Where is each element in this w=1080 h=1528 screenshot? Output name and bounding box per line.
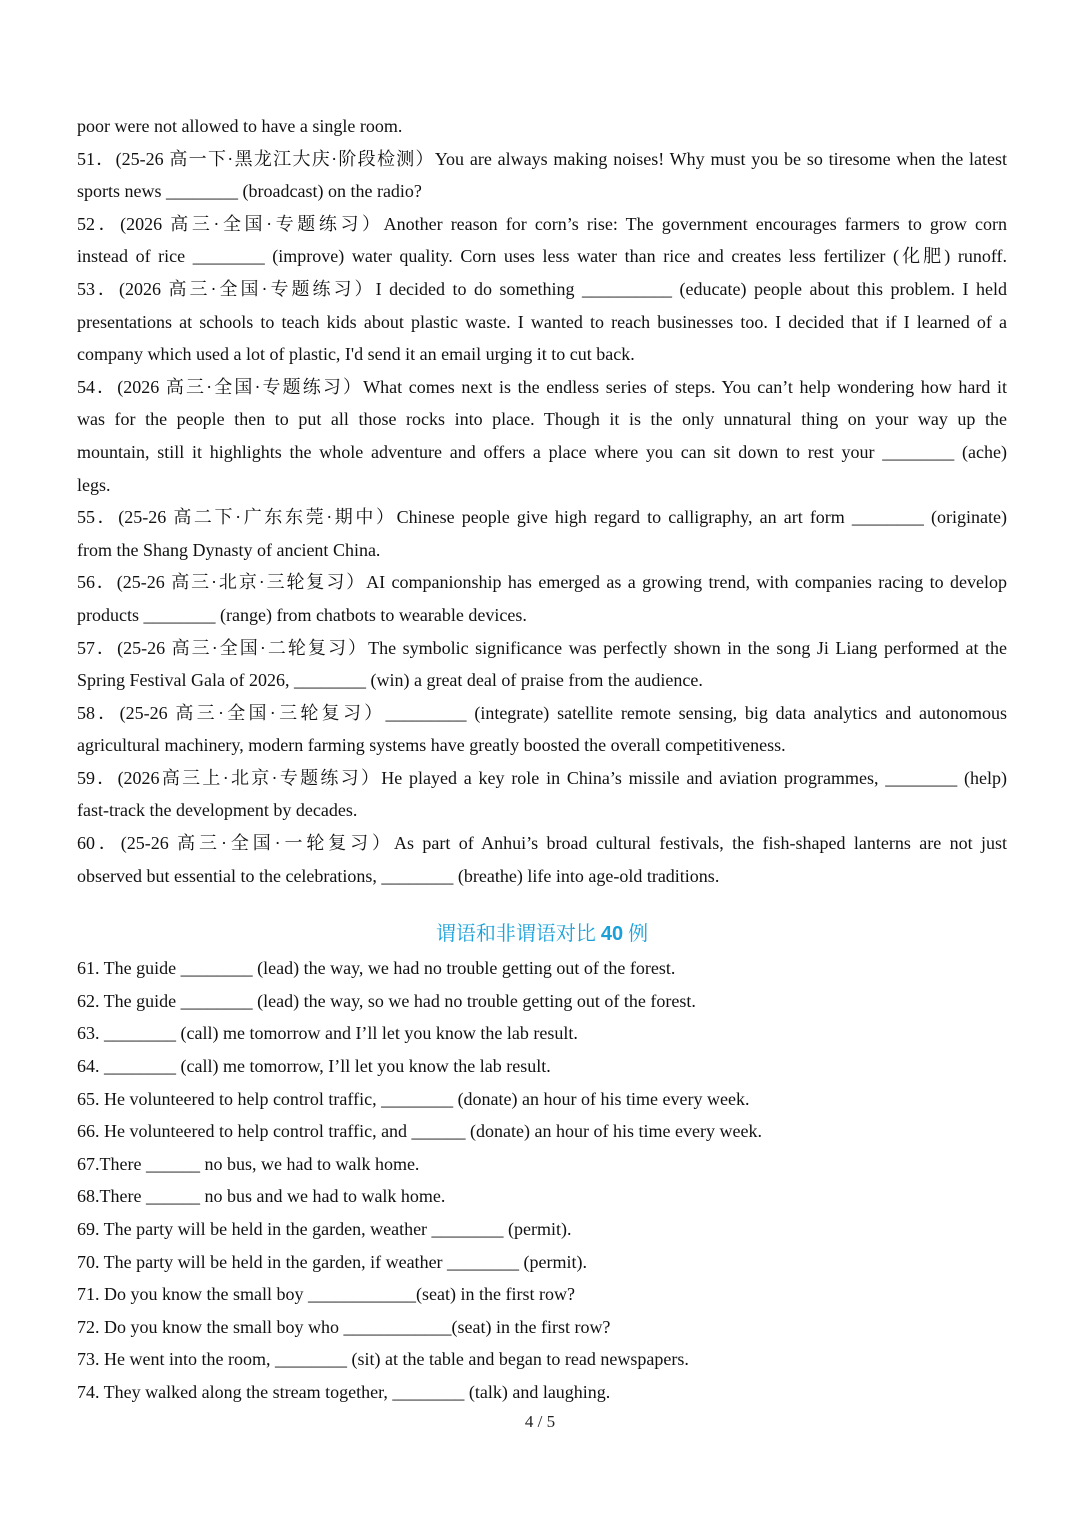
text-line: 58．(25-26 高三·全国·三轮复习）_________ (integrate) satellite remote sensing, big data analytics and autonomous: [77, 702, 1007, 723]
text-line: 60．(25-26 高三·全国·一轮复习）As part of Anhui’s broad cultural festivals, the fish-shaped lanterns are not just: [77, 833, 1007, 854]
text-line: presentations at schools to teach kids about plastic waste. I wanted to reach businesses too. I decided that if I learned of a: [77, 311, 1007, 332]
heading-number: 40: [600, 923, 624, 946]
text-line: 53．(2026 高三·全国·专题练习）I decided to do something __________ (educate) people about this problem. I held: [77, 278, 1007, 299]
heading-text: 谓语和非谓语对比: [435, 923, 596, 946]
text-line: 55．(25-26 高二下·广东东莞·期中）Chinese people give high regard to calligraphy, an art form ________ (originate): [77, 507, 1007, 528]
text-line: 57．(25-26 高三·全国·二轮复习）The symbolic significance was perfectly shown in the song Ji Liang performed at the: [77, 637, 1007, 658]
heading-suffix: 例: [628, 923, 649, 946]
text-line: 69. The party will be held in the garden, weather ________ (permit).: [77, 1219, 572, 1239]
text-line: 70. The party will be held in the garden, if weather ________ (permit).: [77, 1251, 588, 1272]
text-line: agricultural machinery, modern farming systems have greatly boosted the overall competitiveness.: [77, 735, 786, 756]
text-line: 62. The guide ________ (lead) the way, so we had no trouble getting out of the forest.: [77, 990, 696, 1011]
text-line: 66. He volunteered to help control traffic, and ______ (donate) an hour of his time every week.: [77, 1121, 762, 1142]
text-line: observed but essential to the celebrations, ________ (breathe) life into age-old traditions.: [77, 865, 720, 886]
text-line: from the Shang Dynasty of ancient China.: [77, 539, 381, 560]
text-line: 56．(25-26 高三·北京·三轮复习）AI companionship has emerged as a growing trend, with companies racing to develop: [77, 572, 1007, 593]
text-line: legs.: [77, 474, 111, 495]
text-line: 65. He volunteered to help control traffic, ________ (donate) an hour of his time every week.: [77, 1088, 750, 1109]
text-line: 68.There ______ no bus and we had to walk home.: [77, 1186, 446, 1207]
text-line: poor were not allowed to have a single room.: [77, 116, 403, 136]
text-line: 67.There ______ no bus, we had to walk home.: [77, 1153, 420, 1174]
text-line: mountain, still it highlights the whole adventure and offers a place where you can sit down to rest your ________ (ache): [77, 441, 1007, 462]
text-line: 64. ________ (call) me tomorrow, I’ll let you know the lab result.: [77, 1056, 551, 1077]
text-line: 52．(2026 高三·全国·专题练习）Another reason for corn’s rise: The government encourages farmers to grow corn: [77, 213, 1007, 234]
section-heading: [77, 918, 1007, 950]
text-line: was for the people then to put all those rocks into place. Though it is the only unnatural thing on your way up the: [77, 409, 1007, 430]
text-line: 61. The guide ________ (lead) the way, we had no trouble getting out of the forest.: [77, 958, 676, 979]
text-line: 72. Do you know the small boy who ____________(seat) in the first row?: [77, 1316, 611, 1337]
text-line: 59．(2026高三上·北京·专题练习）He played a key role in China’s missile and aviation programmes, ________ (help): [77, 767, 1007, 788]
text-line: products ________ (range) from chatbots to wearable devices.: [77, 604, 527, 625]
text-line: fast-track the development by decades.: [77, 800, 358, 821]
text-line: Spring Festival Gala of 2026, ________ (win) a great deal of praise from the audience.: [77, 670, 703, 691]
text-line: 73. He went into the room, ________ (sit) at the table and began to read newspapers.: [77, 1349, 689, 1370]
text-line: sports news ________ (broadcast) on the radio?: [77, 181, 422, 202]
text-line: 74. They walked along the stream together, ________ (talk) and laughing.: [77, 1381, 611, 1402]
text-line: instead of rice ________ (improve) water quality. Corn uses less water than rice and creates less fertilizer (化肥) runoff.: [77, 246, 1007, 267]
exercise-section-51-60: [77, 110, 1007, 892]
text-line: 71. Do you know the small boy ____________(seat) in the first row?: [77, 1284, 575, 1305]
text-line: 54．(2026 高三·全国·专题练习）What comes next is the endless series of steps. You can’t help wondering how hard it: [77, 376, 1007, 397]
text-line: company which used a lot of plastic, I'd send it an email urging it to cut back.: [77, 344, 635, 365]
page-number: 4 / 5: [524, 1412, 556, 1431]
content-area: [77, 110, 1007, 1409]
exercise-section-61-74: [77, 952, 1007, 1408]
text-line: 51．(25-26 高一下·黑龙江大庆·阶段检测）You are always making noises! Why must you be so tiresome when the latest: [77, 148, 1007, 169]
text-line: 63. ________ (call) me tomorrow and I’ll let you know the lab result.: [77, 1023, 578, 1044]
